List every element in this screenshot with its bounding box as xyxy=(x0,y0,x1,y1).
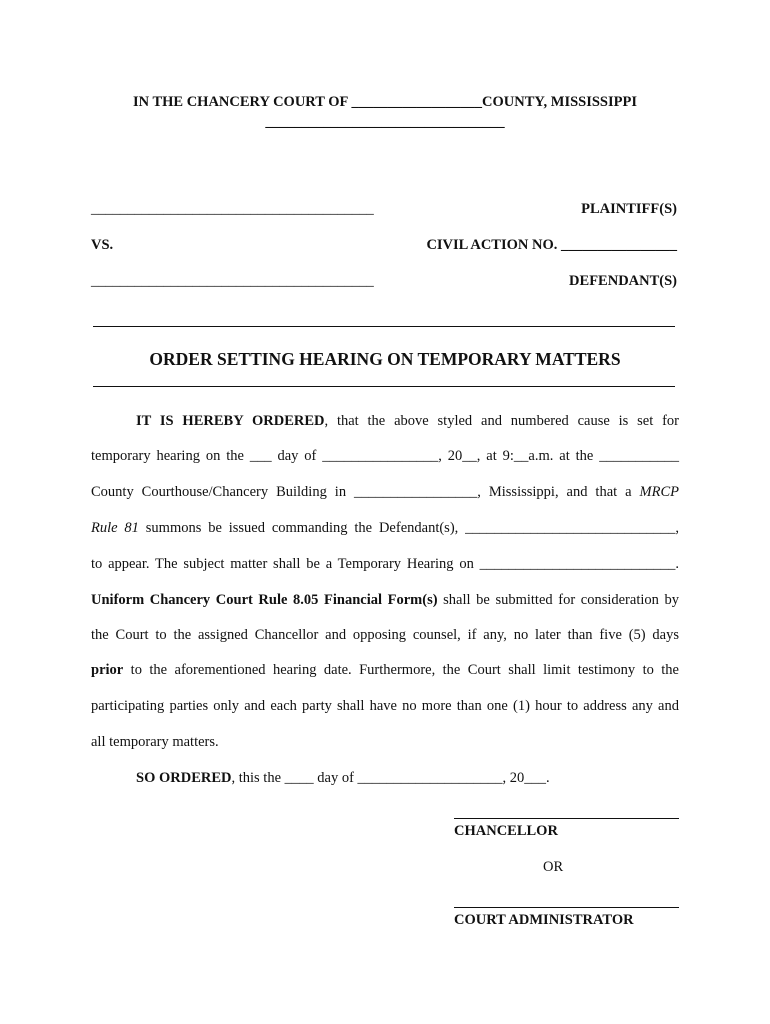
administrator-label: COURT ADMINISTRATOR xyxy=(454,912,634,928)
title-rule-bottom xyxy=(93,386,675,387)
prior-emphasis: prior xyxy=(91,662,124,678)
civil-action-label: CIVIL ACTION NO. xyxy=(426,237,558,253)
body-line-3 xyxy=(91,484,679,501)
mrcp-ref: MRCP xyxy=(639,484,679,500)
civil-action-number xyxy=(426,237,677,254)
court-suffix: COUNTY, MISSISSIPPI xyxy=(482,94,637,110)
order-title: ORDER SETTING HEARING ON TEMPORARY MATTERS xyxy=(149,349,621,369)
body-line-4-text: summons be issued commanding the Defendant(s), _____________________________, xyxy=(138,520,679,536)
hereby-ordered: IT IS HEREBY ORDERED xyxy=(136,413,325,429)
court-second-line: _________________________________ xyxy=(265,114,505,130)
body-line-9: participating parties only and each party shall have no more than one (1) hour to address any and xyxy=(91,698,679,714)
title-rule-top xyxy=(93,326,675,327)
court-prefix: IN THE CHANCERY COURT OF xyxy=(132,94,348,110)
chancellor-signature-line xyxy=(454,818,679,819)
body-line-1 xyxy=(136,413,679,430)
defendant-name-line: _______________________________________ xyxy=(91,273,374,289)
plaintiff-name-line: _______________________________________ xyxy=(91,201,374,217)
body-line-2: temporary hearing on the ___ day of ________________, 20__, at 9:__a.m. at the ___________ xyxy=(91,448,679,464)
body-line-1-text: , that the above styled and numbered cause is set for xyxy=(324,413,680,429)
body-line-8 xyxy=(91,662,679,679)
body-line-3-text: County Courthouse/Chancery Building in _________________, Mississippi, and that a xyxy=(91,484,640,500)
body-line-4 xyxy=(91,520,679,537)
so-ordered-line xyxy=(136,770,550,787)
so-ordered-text: , this the ____ day of ____________________, 20___. xyxy=(231,770,550,786)
body-line-10: all temporary matters. xyxy=(91,734,219,750)
vs-label: VS. xyxy=(91,237,114,253)
county-blank: __________________ xyxy=(351,94,483,110)
defendant-label: DEFENDANT(S) xyxy=(569,273,677,289)
civil-action-blank: ________________ xyxy=(561,237,677,253)
plaintiff-label: PLAINTIFF(S) xyxy=(581,201,677,217)
body-line-8-text: to the aforementioned hearing date. Furthermore, the Court shall limit testimony to the xyxy=(123,662,679,678)
administrator-signature-line xyxy=(454,907,679,908)
uniform-rule-ref: Uniform Chancery Court Rule 8.05 Financial Form(s) xyxy=(91,592,438,608)
body-line-6-text: shall be submitted for consideration by xyxy=(437,592,679,608)
body-line-7: the Court to the assigned Chancellor and opposing counsel, if any, no later than five (5) days xyxy=(91,627,679,643)
or-label: OR xyxy=(543,859,564,875)
body-line-6 xyxy=(91,592,679,609)
chancellor-label: CHANCELLOR xyxy=(454,823,558,839)
rule-81-ref: Rule 81 xyxy=(91,520,139,536)
court-heading xyxy=(0,94,770,111)
so-ordered: SO ORDERED xyxy=(136,770,232,786)
body-line-5: to appear. The subject matter shall be a Temporary Hearing on ___________________________. xyxy=(91,556,679,572)
